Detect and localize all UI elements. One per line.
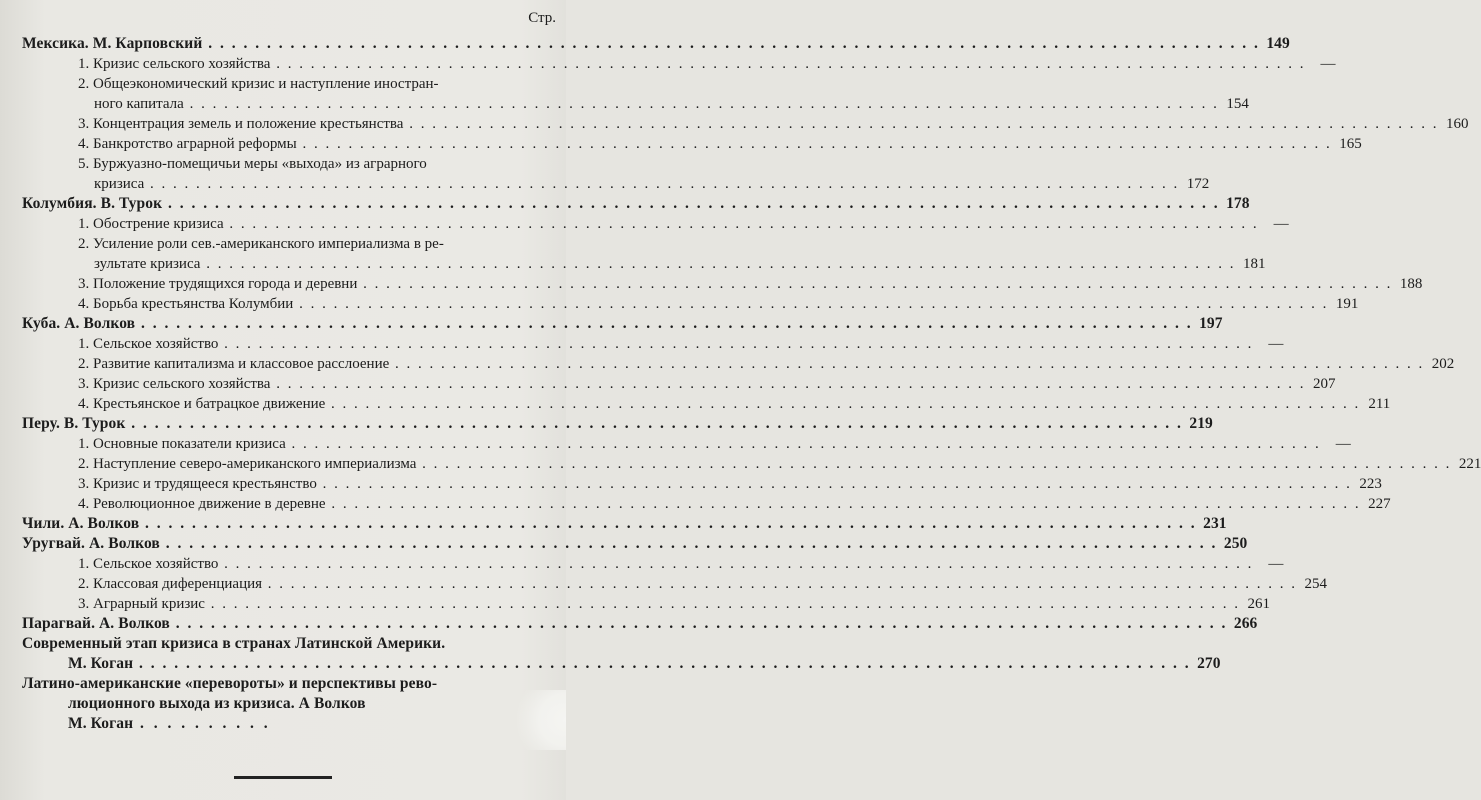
page-wear-spot [506,690,566,750]
toc-item: 2. Развитие капитализма и классовое расслоение . . . 202 [0,354,566,374]
toc-item-continued: кризиса . . . 172 [0,174,566,194]
page-number: — [1335,436,1351,452]
page-number: — [1268,556,1284,572]
toc-item: 4. Крестьянское и батрацкое движение . . . 211 [0,394,566,414]
page-number: 165 [1339,136,1362,152]
page-number: — [1273,216,1289,232]
toc-item: 1. Основные показатели кризиса . . . — [0,434,566,454]
toc-item: 4. Борьба крестьянства Колумбии . . . 191 [0,294,566,314]
toc-item: 2. Классовая диференциация . . . 254 [0,574,566,594]
page-column-header: Стр. [528,10,556,26]
toc-item: 2. Усиление роли сев.-американского империализма в ре- [78,236,444,252]
toc-section-cuba: Куба. А. Волков . . . 197 [0,314,566,334]
toc-item: 2. Общеэкономический кризис и наступление иностран- [78,76,439,92]
toc-item-continued: зультате кризиса . . . 181 [0,254,566,274]
page-number: 160 [1445,116,1469,132]
toc-section-coups: Латино-американские «перевороты» и перспективы рево- [22,675,438,692]
toc-section-current-stage-author: М. Коган . . . 270 [0,654,566,674]
page-number: 221 [1458,456,1481,472]
page-number: 202 [1431,356,1455,372]
table-of-contents [0,34,1481,734]
toc-section-uruguay: Уругвай. А. Волков . . . 250 [0,534,566,554]
toc-item: 3. Положение трудящихся города и деревни . . . 188 [0,274,566,294]
toc-section-peru: Перу. В. Турок . . . 219 [0,414,566,434]
toc-section-current-stage: Современный этап кризиса в странах Латинской Америки. [22,635,446,652]
page-number: 154 [1226,96,1249,112]
toc-item: 1. Обострение кризиса . . . — [0,214,566,234]
toc-item: 3. Кризис и трудящееся крестьянство . . . 223 [0,474,566,494]
toc-item: 3. Концентрация земель и положение крестьянства . . . 160 [0,114,566,134]
page-number: 219 [1189,415,1213,432]
toc-item: 3. Аграрный кризис . . . 261 [0,594,566,614]
page-number: 197 [1199,315,1223,332]
toc-section-coups-cont: люционного выхода из кризиса. А Волков [68,695,366,712]
toc-section-chile: Чили. А. Волков . . . 231 [0,514,566,534]
toc-item: 1. Кризис сельского хозяйства . . . — [0,54,566,74]
page-number: 191 [1335,296,1359,312]
toc-item: 1. Сельское хозяйство . . . — [0,554,566,574]
page-number: 254 [1304,576,1328,592]
page-number: 178 [1226,195,1250,212]
page-number: 149 [1266,35,1290,52]
page-number: 172 [1186,176,1210,192]
page-number: 181 [1242,256,1266,272]
page-number: 211 [1368,396,1391,412]
page-number: — [1320,56,1336,72]
toc-item: 3. Кризис сельского хозяйства . . . 207 [0,374,566,394]
toc-item: 4. Революционное движение в деревне . . . 227 [0,494,566,514]
toc-item-continued: ного капитала . . . 154 [0,94,566,114]
page-number: — [1268,336,1284,352]
toc-item: 1. Сельское хозяйство . . . — [0,334,566,354]
page-number: 223 [1359,476,1382,492]
closing-rule [234,776,332,779]
page-number: 227 [1368,496,1391,512]
page-number: 266 [1233,615,1258,632]
toc-section-mexico: Мексика. М. Карповский . . . 149 [0,34,566,54]
toc-section-colombia: Колумбия. В. Турок . . . 178 [0,194,566,214]
page-number: 188 [1399,276,1423,292]
page-number: 250 [1223,535,1248,552]
page-number: 207 [1312,376,1336,392]
toc-item: 2. Наступление северо-американского империализма . . . 221 [0,454,566,474]
toc-item: 5. Буржуазно-помещичьи меры «выхода» из аграрного [78,156,427,172]
page-number: 270 [1197,655,1221,672]
page-number: 231 [1203,515,1227,532]
toc-section-paraguay: Парагвай. А. Волков . . . 266 [0,614,566,634]
toc-item: 4. Банкротство аграрной реформы . . . 165 [0,134,566,154]
page-number: 261 [1247,596,1270,612]
toc-section-coups-author: М. Коган . . . . . . . . . . [68,715,271,732]
